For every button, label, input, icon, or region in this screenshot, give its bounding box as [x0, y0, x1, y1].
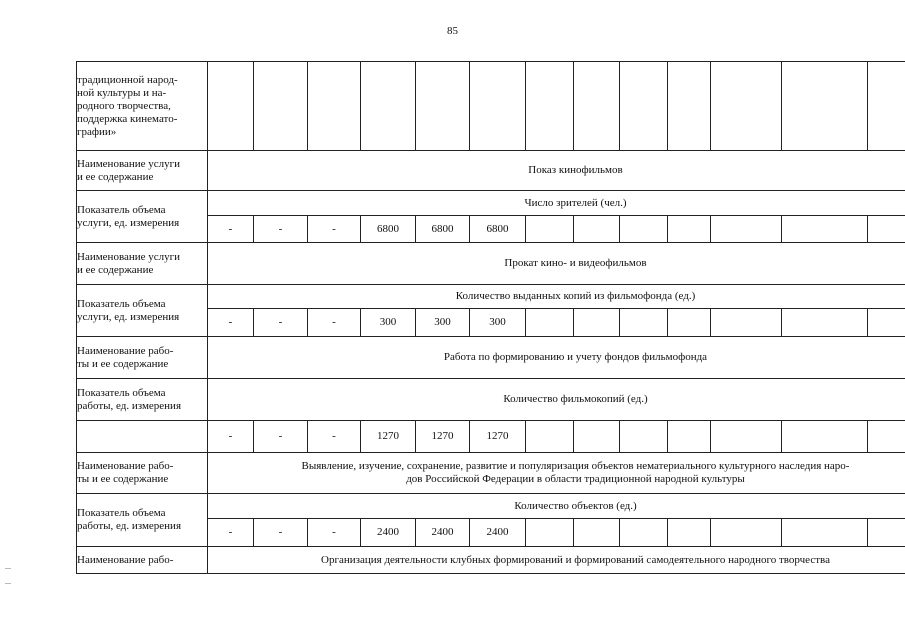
- value-cell: [868, 421, 905, 453]
- service1-indicator-value: Число зрителей (чел.): [208, 191, 905, 216]
- value-cell: [574, 519, 620, 547]
- indicators-table: [76, 61, 905, 574]
- value-cell: [574, 309, 620, 337]
- service2-indicator-value: Количество выданных копий из фильмофонда (ед.): [208, 285, 905, 309]
- service2-name-row: [77, 243, 905, 285]
- value-cell: 300: [416, 309, 470, 337]
- value-cell: -: [254, 421, 308, 453]
- value-cell: 300: [361, 309, 416, 337]
- value-cell: [574, 216, 620, 243]
- value-cell: [668, 309, 711, 337]
- value-cell: [711, 421, 782, 453]
- work1-name-value: Работа по формированию и учету фондов фильмофонда: [208, 337, 905, 379]
- value-cell: [711, 519, 782, 547]
- service2-name-label: Наименование услуги и ее содержание: [77, 243, 208, 285]
- value-cell: 2400: [361, 519, 416, 547]
- work3-name-value: Организация деятельности клубных формирований и формирований самодеятельного народного творчества: [208, 547, 905, 574]
- value-cell: 6800: [361, 216, 416, 243]
- work3-name-label: Наименование рабо-: [77, 547, 208, 574]
- service1-indicator-label: Показатель объема услуги, ед. измерения: [77, 191, 208, 243]
- work2-name-label: Наименование рабо- ты и ее содержание: [77, 453, 208, 494]
- value-cell: -: [208, 421, 254, 453]
- value-cell: -: [208, 519, 254, 547]
- work2-indicator-row: [77, 494, 905, 519]
- value-cell: [782, 519, 868, 547]
- work2-name-value: Выявление, изучение, сохранение, развитие и популяризация объектов нематериального культурного наследия наро- дов Российской Федерации в области традиционной народной культуры: [208, 453, 905, 494]
- value-cell: [868, 216, 905, 243]
- value-cell: 1270: [470, 421, 526, 453]
- value-cell: [526, 421, 574, 453]
- value-cell: 1270: [361, 421, 416, 453]
- value-cell: [668, 216, 711, 243]
- value-cell: [782, 216, 868, 243]
- value-cell: [711, 216, 782, 243]
- continuation-label: традиционной народ- ной культуры и на- родного творчества, поддержка кинемато- графии»: [77, 62, 208, 151]
- value-cell: [526, 309, 574, 337]
- value-cell: -: [308, 216, 361, 243]
- value-cell: [620, 309, 668, 337]
- value-cell: -: [254, 216, 308, 243]
- value-cell: 2400: [416, 519, 470, 547]
- work3-name-row: [77, 547, 905, 574]
- value-cell: 300: [470, 309, 526, 337]
- value-cell: -: [308, 421, 361, 453]
- value-cell: [526, 519, 574, 547]
- value-cell: [668, 519, 711, 547]
- value-cell: -: [254, 519, 308, 547]
- service2-name-value: Прокат кино- и видеофильмов: [208, 243, 905, 285]
- work1-name-label: Наименование рабо- ты и ее содержание: [77, 337, 208, 379]
- value-cell: [620, 519, 668, 547]
- value-cell: -: [308, 309, 361, 337]
- value-cell: -: [254, 309, 308, 337]
- service2-indicator-label: Показатель объема услуги, ед. измерения: [77, 285, 208, 337]
- work1-name-row: [77, 337, 905, 379]
- value-cell: [668, 421, 711, 453]
- value-cell: -: [308, 519, 361, 547]
- service1-name-row: [77, 151, 905, 191]
- work1-indicator-row: [77, 379, 905, 421]
- empty-label-cell: [77, 421, 208, 453]
- value-cell: 2400: [470, 519, 526, 547]
- value-cell: 6800: [416, 216, 470, 243]
- value-cell: [868, 519, 905, 547]
- service1-indicator-row: [77, 191, 905, 216]
- work1-indicator-label: Показатель объема работы, ед. измерения: [77, 379, 208, 421]
- value-cell: 6800: [470, 216, 526, 243]
- value-cell: [526, 216, 574, 243]
- value-cell: [711, 309, 782, 337]
- value-cell: 1270: [416, 421, 470, 453]
- value-cell: [868, 309, 905, 337]
- continuation-row: [77, 62, 905, 151]
- value-cell: [782, 309, 868, 337]
- value-cell: [782, 421, 868, 453]
- value-cell: [574, 421, 620, 453]
- margin-mark: [5, 568, 11, 584]
- service1-name-label: Наименование услуги и ее содержание: [77, 151, 208, 191]
- work2-name-row: [77, 453, 905, 494]
- work2-indicator-label: Показатель объема работы, ед. измерения: [77, 494, 208, 547]
- value-cell: -: [208, 309, 254, 337]
- service2-indicator-row: [77, 285, 905, 309]
- work1-values-row: [77, 421, 905, 453]
- work2-indicator-value: Количество объектов (ед.): [208, 494, 905, 519]
- value-cell: [620, 421, 668, 453]
- value-cell: [620, 216, 668, 243]
- page-number: 85: [447, 25, 458, 37]
- work1-indicator-value: Количество фильмокопий (ед.): [208, 379, 905, 421]
- service1-name-value: Показ кинофильмов: [208, 151, 905, 191]
- value-cell: -: [208, 216, 254, 243]
